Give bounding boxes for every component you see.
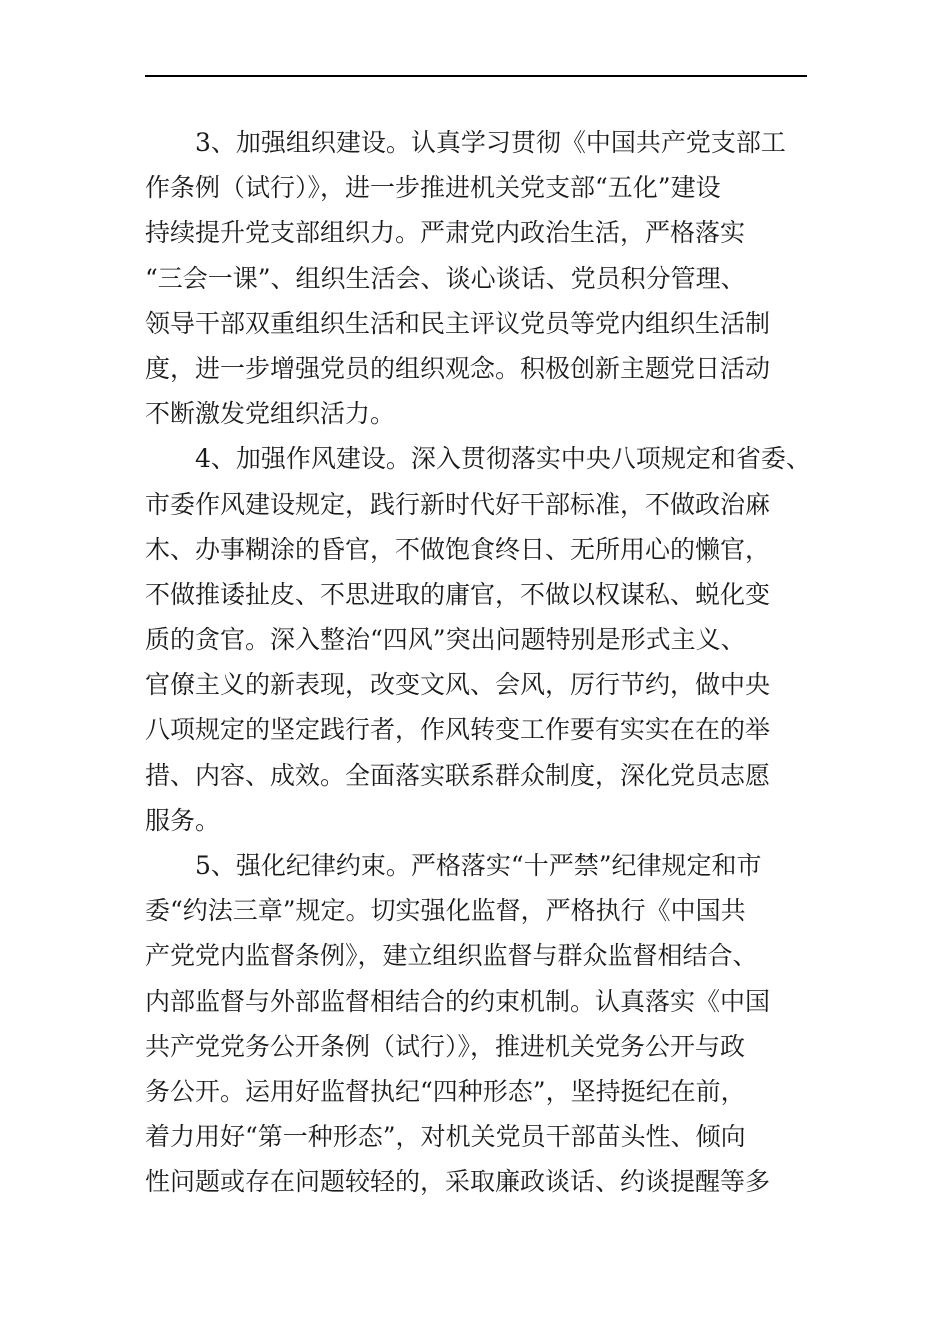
paragraph-4-line: 木、办事糊涂的昏官，不做饱食终日、无所用心的懒官， [145,534,771,564]
paragraph-4-line: 官僚主义的新表现，改变文风、会风，厉行节约，做中央 [145,670,771,700]
document-body [145,120,811,1205]
paragraph-4-line: 不做推诿扯皮、不思进取的庸官，不做以权谋私、蜕化变 [145,579,771,609]
paragraph-3-line: 不断激发党组织活力。 [145,399,396,429]
paragraph-3-line: 3、加强组织建设。认真学习贯彻《中国共产党支部工 [195,128,786,157]
paragraph-3-line: 领导干部双重组织生活和民主评议党员等党内组织生活制 [145,308,771,338]
paragraph-4-line: 服务。 [145,805,221,835]
paragraph-3-line: 度，进一步增强党员的组织观念。积极创新主题党日活动 [145,353,771,383]
paragraph-3-line: 作条例（试行）》，进一步推进机关党支部“五化”建设 [145,173,721,203]
paragraph-4-line: 质的贪官。深入整治“四风”突出问题特别是形式主义、 [145,625,746,655]
paragraph-3-line: “三会一课”、组织生活会、谈心谈话、党员积分管理、 [145,263,746,293]
paragraph-5-line: 委“约法三章”规定。切实强化监督，严格执行《中国共 [145,896,746,926]
paragraph-4-line: 八项规定的坚定践行者，作风转变工作要有实实在在的举 [145,715,771,745]
paragraph-4-line: 4、加强作风建设。深入贯彻落实中央八项规定和省委、 [195,444,811,474]
paragraph-5-line: 产党党内监督条例》，建立组织监督与群众监督相结合、 [145,941,758,971]
paragraph-5-line: 5、强化纪律约束。严格落实“十严禁”纪律规定和市 [195,851,762,880]
header-rule [145,75,807,77]
paragraph-4-line: 措、内容、成效。全面落实联系群众制度，深化党员志愿 [145,760,771,790]
paragraph-4-line: 市委作风建设规定，践行新时代好干部标准，不做政治麻 [145,489,771,519]
paragraph-5-line: 内部监督与外部监督相结合的约束机制。认真落实《中国 [145,986,771,1016]
paragraph-5-line: 务公开。运用好监督执纪“四种形态”，坚持挺纪在前， [145,1076,746,1106]
paragraph-5-line: 性问题或存在问题较轻的，采取廉政谈话、约谈提醒等多 [145,1167,771,1197]
paragraph-3-line: 持续提升党支部组织力。严肃党内政治生活，严格落实 [145,218,746,248]
paragraph-5-line: 着力用好“第一种形态”，对机关党员干部苗头性、倾向 [145,1122,746,1152]
paragraph-5-line: 共产党党务公开条例（试行）》，推进机关党务公开与政 [145,1031,746,1061]
